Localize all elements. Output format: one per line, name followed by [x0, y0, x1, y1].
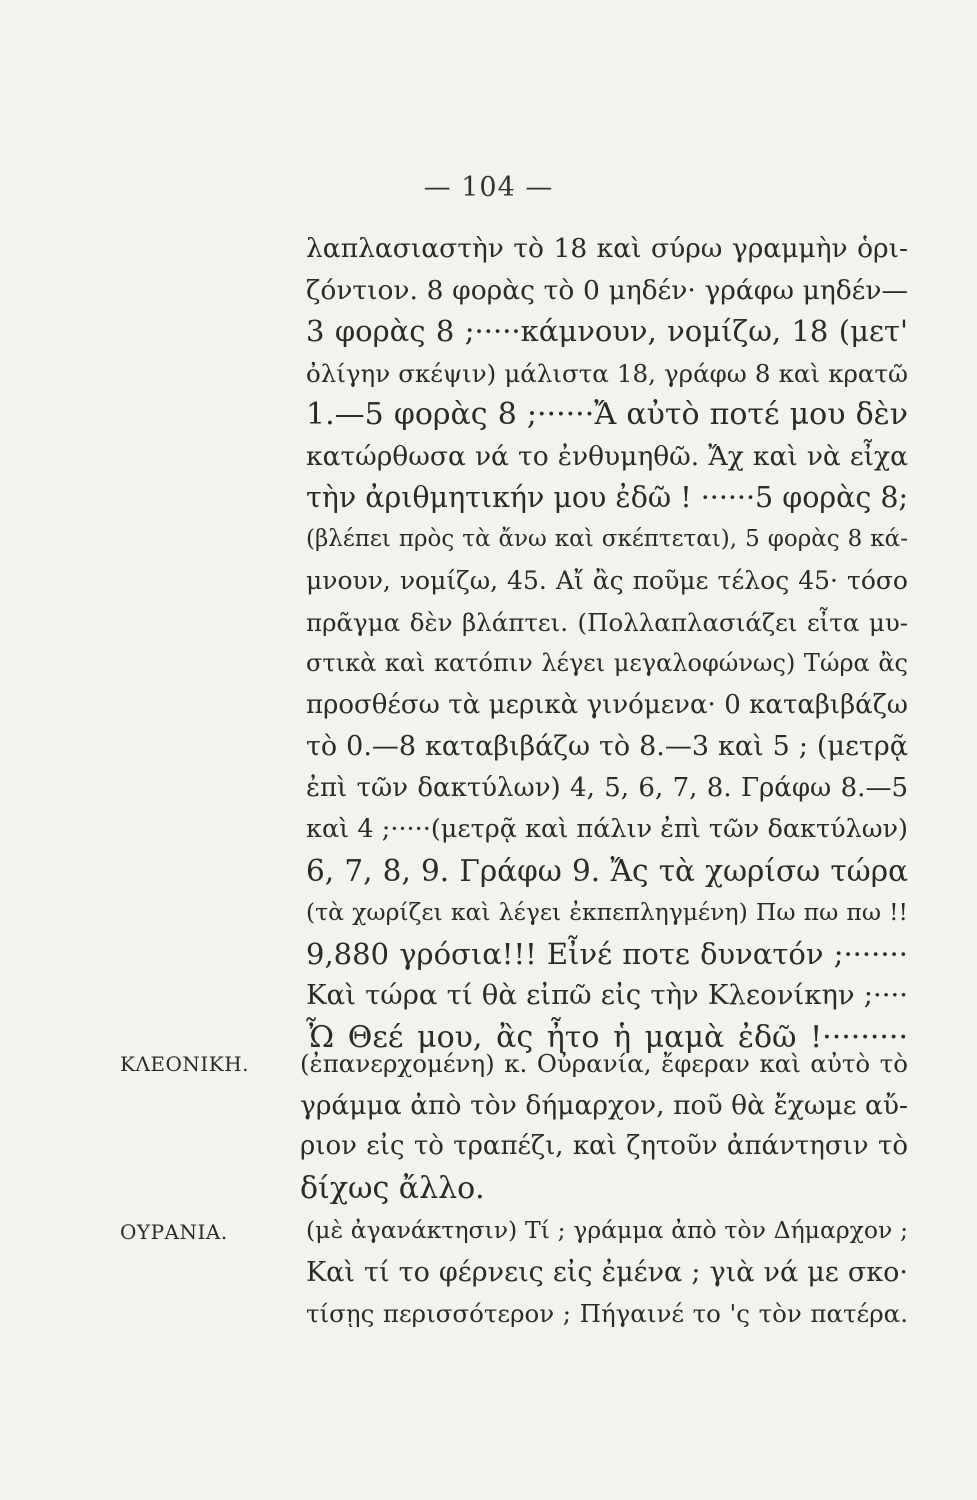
text-line: 9,880 γρόσια!!! Εἶνέ ποτε δυνατόν ;·······	[306, 936, 908, 971]
speech-line: γράμμα ἀπὸ τὸν δήμαρχον, ποῦ θὰ ἔχωμε αὔ-	[300, 1089, 908, 1121]
speech-line: (ἐπανερχομένη) κ. Οὐρανία, ἔφεραν καὶ αὐτὸ τὸ	[300, 1049, 908, 1078]
text-line: στικὰ καὶ κατόπιν λέγει μεγαλοφώνως) Τώρα ἂς	[306, 649, 908, 677]
text-line: τὴν ἀριθμητικήν μου ἐδῶ ! ······5 φορὰς 8;	[306, 481, 909, 514]
text-line: καὶ 4 ;·····(μετρᾷ καὶ πάλιν ἐπὶ τῶν δακτύλων)	[306, 814, 908, 844]
speech-line: ριον εἰς τὸ τραπέζι, καὶ ζητοῦν ἀπάντησιν τὸ	[300, 1131, 908, 1161]
text-line: ἐπὶ τῶν δακτύλων) 4, 5, 6, 7, 8. Γράφω 8.—5	[306, 772, 908, 803]
text-line: ὀλίγην σκέψιν) μάλιστα 18, γράφω 8 καὶ κρατῶ	[306, 358, 908, 388]
speech-line: Καὶ τί το φέρνεις εἰς ἐμένα ; γιὰ νά με σκο·	[306, 1256, 908, 1288]
text-line: μνουν, νομίζω, 45. Αἴ ἂς ποῦμε τέλος 45· τόσο	[306, 566, 908, 595]
text-line: λαπλασιαστὴν τὸ 18 καὶ σύρω γραμμὴν ὁρι-	[306, 233, 908, 264]
text-line: (βλέπει πρὸς τὰ ἄνω καὶ σκέπτεται), 5 φορὰς 8 κά-	[306, 525, 908, 552]
speech-ourania	[306, 1210, 908, 1335]
text-line: 3 φορὰς 8 ;·····κάμνουν, νομίζω, 18 (μετ'	[306, 314, 908, 348]
page-number: — 104 —	[423, 172, 554, 203]
text-line: (τὰ χωρίζει καὶ λέγει ἐκπεπληγμένη) Πω πω πω !!	[306, 898, 908, 926]
text-line: πρᾶγμα δὲν βλάπτει. (Πολλαπλασιάζει εἶτα μυ-	[306, 607, 908, 637]
text-line: τὸ 0.—8 καταβιβάζω τὸ 8.—3 καὶ 5 ; (μετρᾷ	[306, 731, 908, 762]
text-line: Καὶ τώρα τί θὰ εἰπῶ εἰς τὴν Κλεονίκην ;····	[306, 979, 908, 1011]
speaker-name-kleoniki: ΚΛΕΟΝΙΚΗ.	[120, 1052, 250, 1076]
speech-line: τίσῃς περισσότερον ; Πήγαινέ το 'ς τὸν πατέρα.	[306, 1299, 908, 1328]
speaker-name-ourania: ΟΥΡΑΝΙΑ.	[120, 1220, 228, 1244]
speech-line: δίχως ἄλλο.	[300, 1170, 485, 1206]
speech-kleoniki	[300, 1043, 908, 1209]
text-line: 6, 7, 8, 9. Γράφω 9. Ἄς τὰ χωρίσω τώρα	[306, 853, 908, 888]
text-line: 1.—5 φορὰς 8 ;······Ἄ αὐτὸ ποτέ μου δὲν	[306, 397, 908, 432]
text-line: κατώρθωσα νά το ἐνθυμηθῶ. Ἄχ καὶ νὰ εἶχα	[306, 440, 908, 472]
text-line: Ὦ Θεέ μου, ἂς ἦτο ἡ μαμὰ ἐδῶ !·········	[306, 1019, 908, 1055]
monologue-text	[306, 228, 908, 1058]
text-line: προσθέσω τὰ μερικὰ γινόμενα· 0 καταβιβάζω	[306, 689, 908, 720]
speech-line: (μὲ ἀγανάκτησιν) Τί ; γράμμα ἀπὸ τὸν Δήμαρχον ;	[306, 1216, 908, 1244]
text-line: ζόντιον. 8 φορὰς τὸ 0 μηδέν· γράφω μηδέν—	[306, 274, 908, 306]
